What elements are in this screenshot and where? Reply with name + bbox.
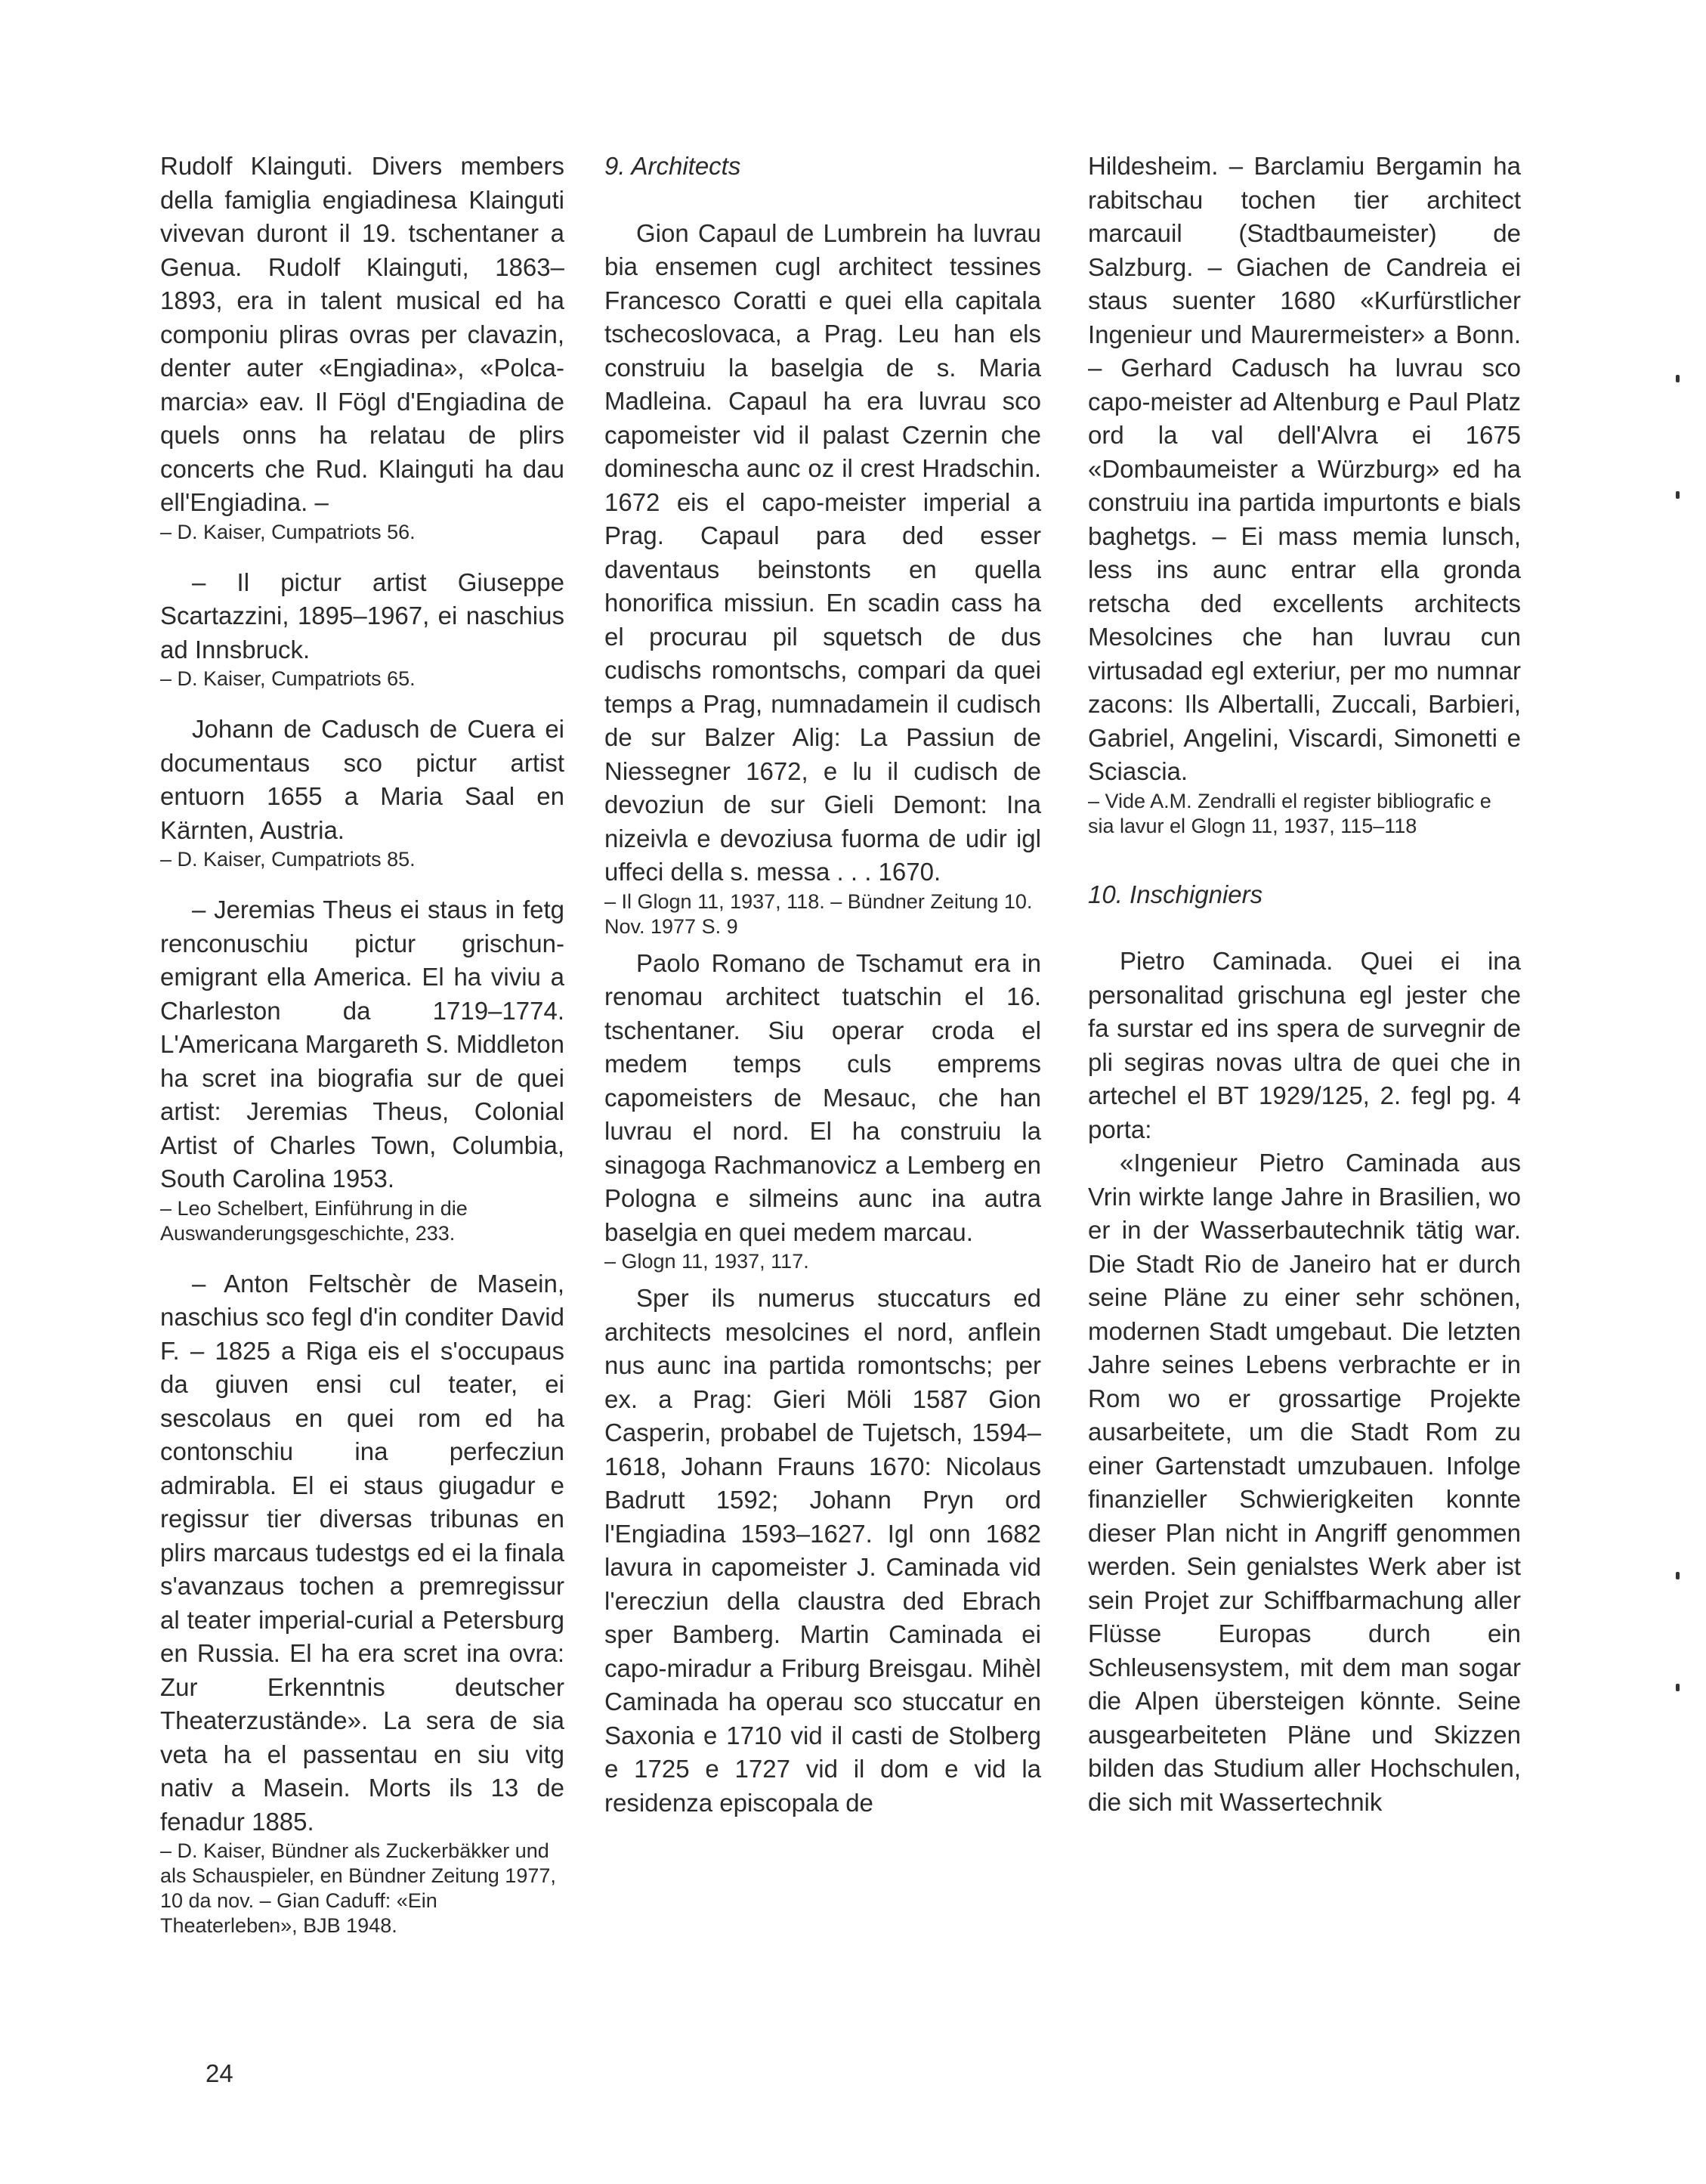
section-heading: 9. Architects bbox=[604, 152, 741, 180]
paragraph-scartazzini: – Il pictur artist Giuseppe Scartazzini, 1895–1967, ei naschius ad Innsbruck. bbox=[160, 568, 564, 664]
section-heading: 10. Inschigniers bbox=[1088, 880, 1263, 908]
paragraph-capaul: Gion Capaul de Lumbrein ha luvrau bia ensemen cugl architect tessines Francesco Coratti e quei ella capitala tschecoslovaca, a Prag. Leu han els construiu la baselgia de s. Maria Madleina. Capaul ha era luvrau sco capomeister vid il palast Czernin che dominescha aunc oz il crest Hradschin. 1672 eis el capo-meister imperial a Prag. Capaul para ded esser daventaus beinstonts en quella honorifica missiun. En scadin cass ha el procurau pil squetsch de dus cudischs romontschs, compari da quei temps a Prag, numnadamein il cudisch de sur Balzer Alig: La Passiun de Niessegner 1672, e lu il cudisch de devoziun de sur Gieli Demont: Ina nizeivla e devoziusa fuorma de udir igl uffeci della s. messa . . . 1670. bbox=[604, 218, 1041, 886]
scan-mark bbox=[1676, 375, 1680, 382]
paragraph-romano: Paolo Romano de Tschamut era in renomau architect tuatschin el 16. tschentaner. Siu operar croda el medem temps culs emprems capomeisters de Mesauc, che han luvrau el nord. El ha construiu la sinagoga Rachmanovicz a Lemberg en Pologna e silmeins aunc ina autra baselgia en quei medem marcau. bbox=[604, 948, 1041, 1246]
column-1 bbox=[160, 150, 564, 1938]
paragraph-stuccaturs: Sper ils numerus stuccaturs ed architects mesolcines el nord, anflein nus aunc ina partida romontschs; per ex. a Prag: Gieri Möli 1587 Gion Casperin, probabel de Tujetsch, 1594–1618, Johann Frauns 1670: Nicolaus Badrutt 1592; Johann Pryn ord l'Engiadina 1593–1627. Igl onn 1682 lavura in capomeister J. Caminada vid l'erecziun della claustra ded Ebrach sper Bamberg. Martin Caminada ei capo-miradur a Friburg Breisgau. Mihèl Caminada ha operau sco stuccatur en Saxonia e 1710 vid il casti de Stolberg e 1725 e 1727 vid il dom e vid la residenza episcopala de bbox=[604, 1284, 1041, 1817]
paragraph-klainguti: Rudolf Klainguti. Divers members della famiglia engiadinesa Klainguti vivevan duront il 19. tschentaner a Genua. Rudolf Klainguti, 1863–1893, era in talent musical ed ha componiu pliras ovras per clavazin, denter auter «Engiadina», «Polca-marcia» eav. Il Fögl d'Engiadina de quels onns ha relatau de plirs concerts che Rud. Klainguti ha dau ell'Engiadina. – bbox=[160, 152, 564, 516]
paragraph-theus: – Jeremias Theus ei staus in fetg renconuschiu pictur grischun-emigrant ella America. El ha viviu a Charleston da 1719–1774. L'Americana Margareth S. Middleton ha scret ina biografia sur de quei artist: Jeremias Theus, Colonial Artist of Charles Town, Columbia, South Carolina 1953. bbox=[160, 896, 564, 1193]
reference: – D. Kaiser, Cumpatriots 85. bbox=[160, 848, 416, 871]
reference: – Vide A.M. Zendralli el register bibliografic e sia lavur el Glogn 11, 1937, 115–118 bbox=[1088, 789, 1491, 837]
paragraph-cadusch: Johann de Cadusch de Cuera ei documentaus sco pictur artist entuorn 1655 a Maria Saal en Kärnten, Austria. bbox=[160, 715, 564, 844]
paragraph-quote: «Ingenieur Pietro Caminada aus Vrin wirkte lange Jahre in Brasilien, wo er in der Wasserbautechnik tätig war. Die Stadt Rio de Janeiro hat er durch seine Pläne zu einer sehr schönen, modernen Stadt umgebaut. Die letzten Jahre seines Lebens verbrachte er in Rom wo er grossartige Projekte ausarbeitete, um die Stadt Rom zu einer Gartenstadt umzubauen. Infolge finanzieller Schwierigkeiten konnte dieser Plan nicht in Angriff genommen werden. Sein genialstes Werk aber ist sein Projet zur Schiffbarmachung aller Flüsse Europas durch ein Schleusensystem, mit dem man sogar die Alpen übersteigen könnte. Seine ausgearbeiteten Pläne und Skizzen bilden das Studium aller Hochschulen, die sich mit Wassertechnik bbox=[1088, 1149, 1521, 1816]
reference: – D. Kaiser, Cumpatriots 65. bbox=[160, 667, 416, 690]
reference: – Il Glogn 11, 1937, 118. – Bündner Zeitung 10. Nov. 1977 S. 9 bbox=[604, 889, 1033, 938]
scan-mark bbox=[1676, 491, 1680, 499]
reference: – D. Kaiser, Cumpatriots 56. bbox=[160, 520, 416, 543]
page-number: 24 bbox=[206, 2059, 233, 2087]
scan-mark bbox=[1676, 1684, 1680, 1691]
paragraph-feltscher: – Anton Feltschèr de Masein, naschius sco fegl d'in conditer David F. – 1825 a Riga eis el s'occupaus da giuven ensi cul teater, ei sescolaus en quei rom ed ha contonschiu ina perfecziun admirabla. El ei staus giugadur e regissur tier diversas tribunas en plirs marcaus tudestgs ed ei la finala s'avanzaus tochen a premregissur al teater imperial-curial a Petersburg en Russia. El ha era scret ina ovra: Zur Erkenntnis deutscher Theaterzustände». La sera de sia veta ha el passentau en siu vitg nativ a Masein. Morts ils 13 de fenadur 1885. bbox=[160, 1269, 564, 1836]
reference: – D. Kaiser, Bündner als Zuckerbäkker und als Schauspieler, en Bündner Zeitung 1977, 10 da nov. – Gian Caduff: «Ein Theaterleben», BJB 1948. bbox=[160, 1839, 556, 1937]
paragraph-hildesheim: Hildesheim. – Barclamiu Bergamin ha rabitschau tochen tier architect marcauil (Stadtbaumeister) de Salzburg. – Giachen de Candreia ei staus suenter 1680 «Kurfürstlicher Ingenieur und Maurermeister» a Bonn. – Gerhard Cadusch ha luvrau sco capo-meister ad Altenburg e Paul Platz ord la val dell'Alvra ei 1675 «Dombaumeister a Würzburg» ed ha construiu ina partida impurtonts e bials baghetgs. – Ei mass memia lunsch, less ins aunc entrar ella gronda retscha ded excellents architects Mesolcines che han luvrau cun virtusadad egl exteriur, per mo numnar zacons: Ils Albertalli, Zuccali, Barbieri, Gabriel, Angelini, Viscardi, Simonetti e Sciascia. bbox=[1088, 152, 1521, 785]
reference: – Leo Schelbert, Einführung in die Auswanderungsgeschichte, 233. bbox=[160, 1196, 468, 1245]
scan-mark bbox=[1676, 1572, 1680, 1579]
column-2 bbox=[604, 150, 1041, 1820]
paragraph-caminada: Pietro Caminada. Quei ei ina personalitad grischuna egl jester che fa surstar ed ins spera de survegnir de pli segiras novas ultra de quei che in artechel el BT 1929/125, 2. fegl pg. 4 porta: bbox=[1088, 947, 1521, 1143]
reference: – Glogn 11, 1937, 117. bbox=[604, 1250, 809, 1273]
column-3 bbox=[1088, 150, 1521, 1819]
